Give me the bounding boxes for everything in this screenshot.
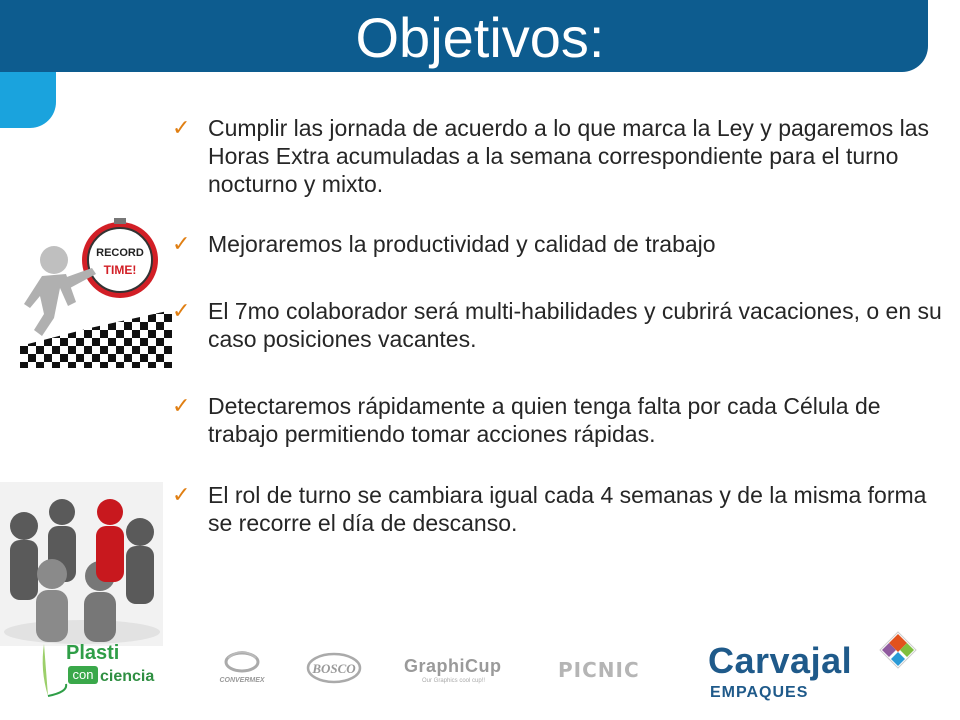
bullet-text: El 7mo colaborador será multi-habilidades y cubrirá vacaciones, o en su caso posiciones vacantes. xyxy=(208,298,942,352)
plasti-ciencia: ciencia xyxy=(100,668,155,685)
record-time-illustration xyxy=(20,218,172,368)
picnic-logo xyxy=(558,648,650,692)
bullet-item xyxy=(172,392,942,448)
carvajal-sub: EMPAQUES xyxy=(710,684,809,701)
carvajal-word: Carvajal xyxy=(708,640,853,681)
slide-title: Objetivos: xyxy=(355,6,605,69)
objectives-list xyxy=(172,114,942,537)
convermex-logo xyxy=(210,648,274,692)
team-illustration xyxy=(0,482,163,646)
bullet-text: Mejoraremos la productividad y calidad de trabajo xyxy=(208,231,716,257)
plasticonciencia-logo xyxy=(38,640,168,700)
leaf-icon xyxy=(38,640,68,700)
check-icon: ✓ xyxy=(172,231,191,256)
carvajal-mark-icon xyxy=(878,630,918,670)
graphicup-text: GraphiCup xyxy=(404,656,502,676)
bullet-text: Detectaremos rápidamente a quien tenga falta por cada Célula de trabajo permitiendo tomar acciones rápidas. xyxy=(208,393,881,447)
plasti-word: Plasti xyxy=(66,642,120,664)
bullet-item xyxy=(172,230,942,258)
graphicup-logo xyxy=(404,648,524,692)
bosco-logo xyxy=(304,648,364,692)
convermex-text: CONVERMEX xyxy=(219,677,265,684)
picnic-text: PICNIC xyxy=(558,658,640,682)
time-text: TIME! xyxy=(103,263,137,277)
plasti-con: con xyxy=(68,666,98,684)
bullet-item xyxy=(172,481,942,537)
carvajal-logo xyxy=(706,628,926,708)
bullet-item xyxy=(172,114,942,198)
check-icon: ✓ xyxy=(172,393,191,418)
record-text: RECORD xyxy=(96,247,144,259)
check-icon: ✓ xyxy=(172,482,191,507)
check-icon: ✓ xyxy=(172,298,191,323)
check-icon: ✓ xyxy=(172,115,191,140)
graphicup-tagline: Our Graphics cool cup!! xyxy=(422,678,486,684)
bullet-text: Cumplir las jornada de acuerdo a lo que marca la Ley y pagaremos las Horas Extra acumuladas a la semana correspondiente para el turno nocturno y mixto. xyxy=(208,115,930,197)
bullet-item xyxy=(172,297,942,353)
bosco-text: BOSCO xyxy=(312,661,356,676)
bullet-text: El rol de turno se cambiara igual cada 4 semanas y de la misma forma se recorre el día de descanso. xyxy=(208,482,927,536)
side-accent-block xyxy=(0,72,56,128)
